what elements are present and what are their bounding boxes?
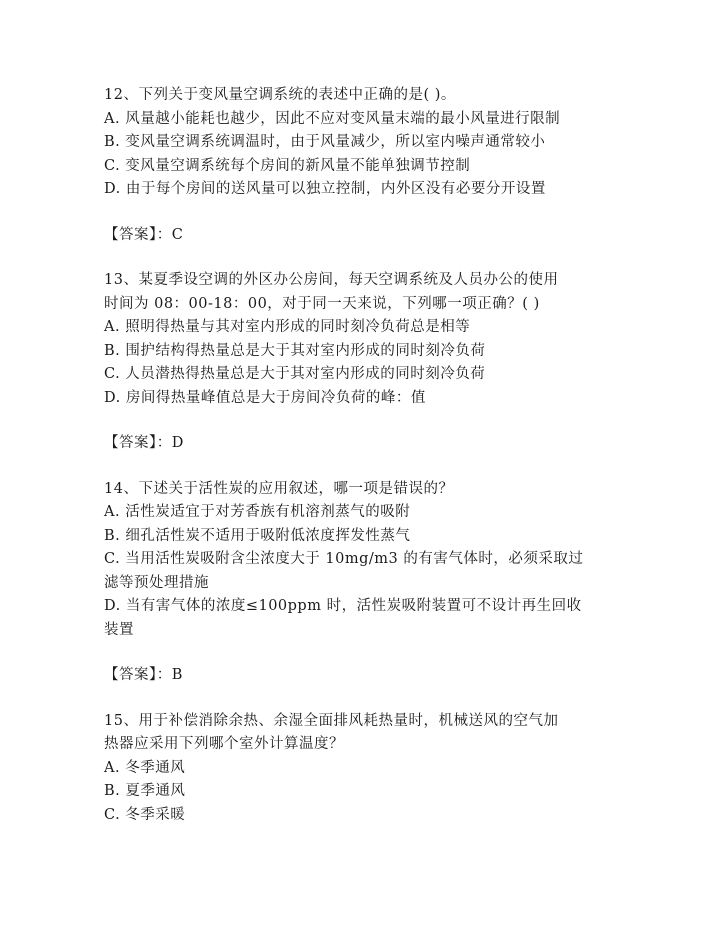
question-stem-cont: 时间为 08：00-18：00，对于同一天来说，下列哪一项正确？( ) bbox=[104, 295, 540, 312]
option-c: C. 人员潜热得热量总是大于其对室内形成的同时刻冷负荷 bbox=[104, 366, 486, 382]
option-a: A. 风量越小能耗也越少，因此不应对变风量末端的最小风量进行限制 bbox=[104, 110, 561, 127]
option-b: B. 变风量空调系统调温时，由于风量减少，所以室内噪声通常较小 bbox=[104, 134, 546, 150]
question-12 bbox=[104, 84, 604, 202]
question-stem-cont: 热器应采用下列哪个室外计算温度？ bbox=[104, 736, 344, 752]
answer-12: 【答案】：C bbox=[104, 226, 184, 243]
question-stem: 15、用于补偿消除余热、余湿全面排风耗热量时，机械送风的空气加 bbox=[104, 712, 559, 729]
answer-13: 【答案】：D bbox=[104, 435, 184, 451]
option-c: C. 冬季采暖 bbox=[104, 806, 186, 823]
answer-14: 【答案】：B bbox=[104, 667, 183, 683]
option-a: A. 照明得热量与其对室内形成的同时刻冷负荷总是相等 bbox=[104, 319, 471, 335]
option-a: A. 活性炭适宜于对芳香族有机溶剂蒸气的吸附 bbox=[104, 504, 411, 520]
question-15 bbox=[104, 710, 604, 828]
option-c: C. 当用活性炭吸附含尘浓度大于 10mg/m3 的有害气体时，必须采取过 bbox=[104, 551, 584, 567]
question-stem: 12、下列关于变风量空调系统的表述中正确的是( )。 bbox=[104, 87, 456, 103]
question-14 bbox=[104, 478, 604, 643]
option-d: D. 由于每个房间的送风量可以独立控制，内外区没有必要分开设置 bbox=[104, 181, 546, 197]
option-b: B. 围护结构得热量总是大于其对室内形成的同时刻冷负荷 bbox=[104, 342, 486, 359]
question-stem: 13、某夏季设空调的外区办公房间，每天空调系统及人员办公的使用 bbox=[104, 272, 559, 288]
question-13 bbox=[104, 269, 604, 410]
option-b: B. 夏季通风 bbox=[104, 783, 186, 799]
question-stem: 14、下述关于活性炭的应用叙述，哪一项是错误的？ bbox=[104, 480, 454, 497]
option-b: B. 细孔活性炭不适用于吸附低浓度挥发性蒸气 bbox=[104, 527, 411, 544]
option-c-cont: 滤等预处理措施 bbox=[104, 574, 209, 591]
option-a: A. 冬季通风 bbox=[104, 759, 186, 776]
option-d: D. 房间得热量峰值总是大于房间冷负荷的峰：值 bbox=[104, 389, 426, 406]
document-page bbox=[104, 84, 604, 827]
option-c: C. 变风量空调系统每个房间的新风量不能单独调节控制 bbox=[104, 157, 471, 174]
option-d-cont: 装置 bbox=[104, 621, 134, 638]
option-d: D. 当有害气体的浓度≤100ppm 时，活性炭吸附装置可不设计再生回收 bbox=[104, 598, 582, 614]
